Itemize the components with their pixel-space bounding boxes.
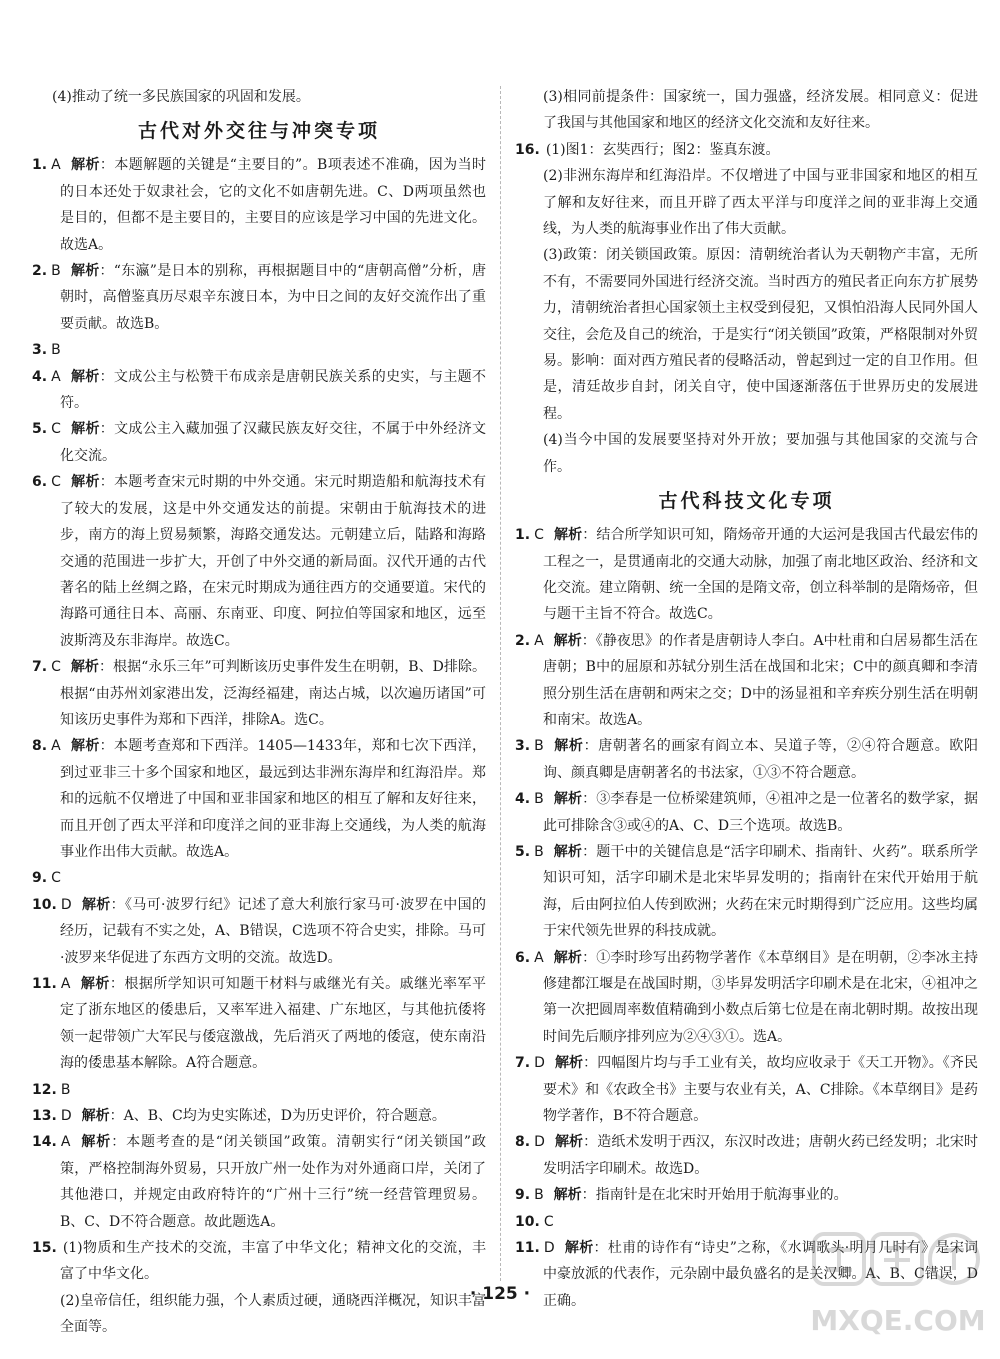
item-number: 9.	[515, 1187, 531, 1204]
analysis-text: ：本题解题的关键是“主要目的”。B项表述不准确，因为当时的日本还处于奴隶社会，它的文化不如唐朝先进。C、D两项虽然也是目的，但都不是主要目的，主要目的应该是学习中国的先进文化。故选A。	[60, 157, 486, 253]
analysis-text: ：《静夜思》的作者是唐朝诗人李白。A中杜甫和白居易都生活在唐朝；B中的屈原和苏轼分别生活在战国和北宋；C中的颜真卿和李清照分别生活在唐朝和两宋之交；D中的汤显祖和辛弃疾分别生活在明朝和南宋。故选A。	[543, 632, 979, 728]
section-title: 古代对外交往与冲突专项	[137, 120, 380, 143]
item-number: 6.	[515, 949, 531, 966]
answer-item	[515, 137, 978, 163]
answer-site-watermark-icon	[808, 1226, 988, 1352]
analysis-text: ：指南针是在北宋时开始用于航海事业的。	[581, 1187, 848, 1204]
analysis-label: 解析	[81, 1108, 110, 1125]
part-text: (3)相同前提条件：国家统一，国力强盛，经济发展。相同意义：促进了我国与其他国家和地区的经济文化交流和友好往来。	[543, 89, 978, 132]
answer-item	[32, 1235, 486, 1288]
answer-item	[32, 1077, 486, 1103]
answer-item	[32, 152, 486, 258]
item-number: 12.	[32, 1081, 57, 1098]
answer-item	[32, 364, 486, 417]
item-answer: D	[534, 1055, 545, 1072]
item-answer: A	[60, 976, 71, 992]
answer-item	[32, 337, 486, 363]
item-number: 13.	[32, 1108, 57, 1125]
analysis-label: 解析	[564, 1240, 594, 1257]
answer-item	[515, 522, 978, 628]
watermark-text: MXQE.COM	[810, 1304, 986, 1337]
answer-item	[32, 469, 486, 654]
page-number: · 125 ·	[469, 1284, 531, 1304]
analysis-text: ：《马可·波罗行纪》记述了意大利旅行家马可·波罗在中国的经历，记载有不实之处，A、B错误，C选项不符合史实，排除。马可·波罗来华促进了东西方文明的交流。故选D。	[60, 896, 487, 966]
item-answer: C	[543, 1213, 554, 1230]
answer-item	[32, 733, 486, 865]
answer-item	[32, 1129, 486, 1235]
section-title: 古代科技文化专项	[658, 490, 835, 513]
part-text: (1)图1：玄奘西行；图2：鉴真东渡。	[545, 141, 780, 158]
analysis-label: 解析	[80, 976, 110, 992]
analysis-label: 解析	[553, 527, 583, 544]
item-number: 10.	[515, 1213, 540, 1230]
analysis-label: 解析	[553, 632, 582, 649]
item-number: 14.	[32, 1134, 57, 1151]
analysis-text: ：唐朝著名的画家有阎立本、吴道子等，②④符合题意。欧阳询、颜真卿是唐朝著名的书法家，①③不符合题意。	[543, 738, 979, 781]
column-divider	[500, 86, 501, 1281]
analysis-label: 解析	[70, 474, 100, 491]
answer-item	[32, 865, 486, 891]
item-number: 2.	[32, 263, 48, 280]
analysis-text: ：文成公主与松赞干布成亲是唐朝民族关系的史实，与主题不符。	[60, 368, 486, 412]
item-number: 4.	[32, 368, 48, 385]
answer-item	[32, 258, 486, 337]
item-answer: A	[534, 632, 544, 649]
item-answer: C	[534, 527, 544, 544]
item-number: 5.	[32, 421, 48, 438]
item-answer: C	[51, 659, 61, 676]
item-number: 9.	[32, 870, 48, 887]
analysis-text: ：结合所学知识可知，隋炀帝开通的大运河是我国古代最宏伟的工程之一，是贯通南北的交通大动脉，加强了南北地区政治、经济和文化交流。建立隋朝、统一全国的是隋文帝，创立科举制的是隋炀帝，但与题干主旨不符合。故选C。	[543, 527, 979, 623]
item-number: 11.	[32, 976, 57, 992]
analysis-label: 解析	[553, 949, 583, 966]
analysis-text: (1)物质和生产技术的交流，丰富了中华文化；精神文化的交流，丰富了中华文化。	[60, 1240, 486, 1283]
part-text: (4)推动了统一多民族国家的巩固和发展。	[52, 89, 310, 105]
analysis-label: 解析	[554, 1055, 584, 1072]
item-number: 15.	[32, 1240, 57, 1257]
item-number: 8.	[32, 738, 48, 755]
analysis-text: ：本题考查的是“闭关锁国”政策。清朝实行“闭关锁国”政策，严格控制海外贸易，只开放广州一处作为对外通商口岸，关闭了其他港口，并规定由政府特许的“广州十三行”统一经营管理贸易。B、C、D不符合题意。故此题选A。	[60, 1134, 486, 1230]
watermark-logo	[808, 1226, 988, 1352]
item-answer: D	[60, 896, 72, 913]
item-number: 3.	[515, 738, 531, 755]
item-number: 6.	[32, 474, 48, 491]
item-number: 1.	[515, 527, 531, 544]
analysis-text: ：四幅图片均与手工业有关，故均应收录于《天工开物》。《齐民要术》和《农政全书》主要与农业有关，A、C排除。《本草纲目》是药物学著作，B不符合题意。	[543, 1055, 979, 1125]
analysis-label: 解析	[81, 896, 111, 913]
item-answer: C	[51, 870, 61, 887]
answer-item	[32, 416, 486, 469]
item-answer: B	[51, 263, 61, 280]
item-number: 11.	[515, 1240, 540, 1257]
analysis-label: 解析	[70, 659, 99, 676]
part-text: (2)非洲东海岸和红海沿岸。不仅增进了中国与亚非国家和地区的相互了解和友好往来，而且开辟了西太平洋与印度洋之间的亚非海上交通线，为人类的航海事业作出了伟大贡献。	[543, 168, 978, 238]
right-column	[515, 84, 978, 1314]
analysis-text: ：本题考查宋元时期的中外交通。宋元时期造船和航海技术有了较大的发展，这是中外交通发达的前提。宋朝由于航海技术的进步，南方的海上贸易频繁，海路交通发达。元朝建立后，陆路和海路交通的范围进一步扩大，开创了中外交通的新局面。汉代开通的古代著名的陆上丝绸之路，在宋元时期成为通往西方的交通要道。宋代的海路可通往日本、高丽、东南亚、印度、阿拉伯等国家和地区，远至波斯湾及东非海岸。故选C。	[60, 474, 487, 649]
left-column	[32, 84, 486, 1341]
item-number: 16.	[515, 141, 540, 158]
analysis-label: 解析	[70, 421, 100, 438]
item-answer: A	[51, 368, 61, 385]
analysis-label: 解析	[554, 1134, 584, 1151]
analysis-label: 解析	[80, 1134, 112, 1151]
answer-item	[515, 839, 978, 945]
answer-item	[515, 1129, 978, 1182]
item-answer: A	[534, 949, 544, 966]
answer-item	[515, 786, 978, 839]
item-number: 7.	[515, 1055, 531, 1072]
item-answer: A	[51, 738, 61, 755]
answer-item	[515, 945, 978, 1051]
analysis-label: 解析	[553, 1187, 582, 1204]
analysis-text: ：杜甫的诗作有“诗史”之称，《水调歌头·明月几时有》是宋词中豪放派的代表作，元杂剧中最负盛名的是关汉卿。A、B、C错误，D正确。	[543, 1240, 979, 1309]
answer-item	[515, 628, 978, 734]
item-answer: D	[543, 1240, 555, 1257]
analysis-label: 解析	[70, 368, 100, 385]
answer-item	[32, 1103, 486, 1129]
answer-item	[515, 733, 978, 786]
item-number: 5.	[515, 843, 531, 860]
part-text: (2)皇帝信任，组织能力强，个人素质过硬，通晓西洋概况，知识丰富全面等。	[60, 1292, 486, 1336]
item-answer: C	[51, 421, 61, 438]
item-number: 8.	[515, 1134, 531, 1151]
analysis-text: ：③李春是一位桥梁建筑师，④祖冲之是一位著名的数学家，据此可排除含③或④的A、C、D三个选项。故选B。	[543, 791, 979, 834]
item-answer: B	[534, 843, 544, 860]
item-answer: A	[60, 1134, 71, 1151]
item-answer: B	[534, 738, 544, 755]
item-answer: B	[60, 1081, 71, 1098]
item-answer: D	[534, 1134, 545, 1151]
analysis-text: ：题干中的关键信息是“活字印刷术、指南针、火药”。联系所学知识可知，活字印刷术是北宋毕昇发明的；指南针在宋代开始用于航海，后由阿拉伯人传到欧洲；火药在宋元时期得到广泛应用。这些均属于宋代领先世界的科技成就。	[543, 843, 978, 940]
item-answer: C	[51, 474, 61, 491]
answer-item	[32, 654, 486, 733]
answer-item	[515, 1182, 978, 1208]
item-answer: A	[51, 157, 61, 174]
analysis-text: ：文成公主入藏加强了汉藏民族友好交往，不属于中外经济文化交流。	[60, 421, 487, 464]
analysis-text: ：根据所学知识可知题干材料与戚继光有关。戚继光率军平定了浙东地区的倭患后，又率军进入福建、广东地区，与其他抗倭将领一起带领广大军民与倭寇激战，先后消灭了两地的倭寇，使东南沿海的倭患基本解除。A符合题意。	[60, 976, 487, 1072]
analysis-text: ：“东瀛”是日本的别称，再根据题目中的“唐朝高僧”分析，唐朝时，高僧鉴真历尽艰辛东渡日本，为中日之间的友好交流作出了重要贡献。故选B。	[60, 263, 486, 332]
analysis-text: ：根据“永乐三年”可判断该历史事件发生在明朝，B、D排除。根据“由苏州刘家港出发，泛海经福建，南达占城，以次遍历诸国”可知该历史事件为郑和下西洋，排除A。选C。	[60, 659, 487, 728]
answer-item	[32, 971, 486, 1077]
answer-item	[32, 892, 486, 971]
analysis-label: 解析	[70, 738, 100, 755]
item-number: 2.	[515, 632, 531, 649]
part-text: (3)政策：闭关锁国政策。原因：清朝统治者认为天朝物产丰富，无所不有，不需要同外国进行经济交流。当时西方的殖民者正向东方扩展势力，清朝统治者担心国家领土主权受到侵犯，又惧怕沿海人民同外国人交往，会危及自己的统治，于是实行“闭关锁国”政策，严格限制对外贸易。影响：面对西方殖民者的侵略活动，曾起到过一定的自卫作用。但是，清廷故步自封，闭关自守，使中国逐渐落伍于世界历史的发展进程。	[543, 247, 978, 422]
analysis-text: ：①李时珍写出药物学著作《本草纲目》是在明朝，②李冰主持修建都江堰是在战国时期，③毕昇发明活字印刷术是在北宋，④祖冲之第一次把圆周率数值精确到小数点后第七位是在南北朝时期。故按出现时间先后顺序排列应为②④③①。选A。	[543, 949, 978, 1045]
answer-item	[515, 1050, 978, 1129]
analysis-text: ：A、B、C均为史实陈述，D为历史评价，符合题意。	[109, 1108, 446, 1125]
item-number: 10.	[32, 896, 57, 913]
analysis-label: 解析	[553, 843, 583, 860]
analysis-label: 解析	[553, 738, 584, 755]
item-number: 1.	[32, 157, 48, 174]
item-number: 3.	[32, 342, 48, 359]
analysis-label: 解析	[70, 157, 100, 174]
item-answer: D	[60, 1108, 72, 1125]
item-answer: B	[534, 1187, 544, 1204]
item-number: 4.	[515, 791, 531, 808]
part-text: (4)当今中国的发展要坚持对外开放；要加强与其他国家的交流与合作。	[543, 432, 978, 475]
item-answer: B	[534, 791, 544, 808]
analysis-text: ：本题考查郑和下西洋。1405—1433年，郑和七次下西洋，到过亚非三十多个国家和地区，最远到达非洲东海岸和红海沿岸。郑和的远航不仅增进了中国和亚非国家和地区的相互了解和友好往来，而且开创了西太平洋和印度洋之间的亚非海上交通线，为人类的航海事业作出伟大贡献。故选A。	[60, 738, 486, 860]
item-number: 7.	[32, 659, 48, 676]
analysis-label: 解析	[553, 791, 583, 808]
analysis-text: ：造纸术发明于西汉，东汉时改进；唐朝火药已经发明；北宋时发明活字印刷术。故选D。	[543, 1134, 979, 1177]
analysis-label: 解析	[70, 263, 100, 280]
item-answer: B	[51, 342, 61, 359]
